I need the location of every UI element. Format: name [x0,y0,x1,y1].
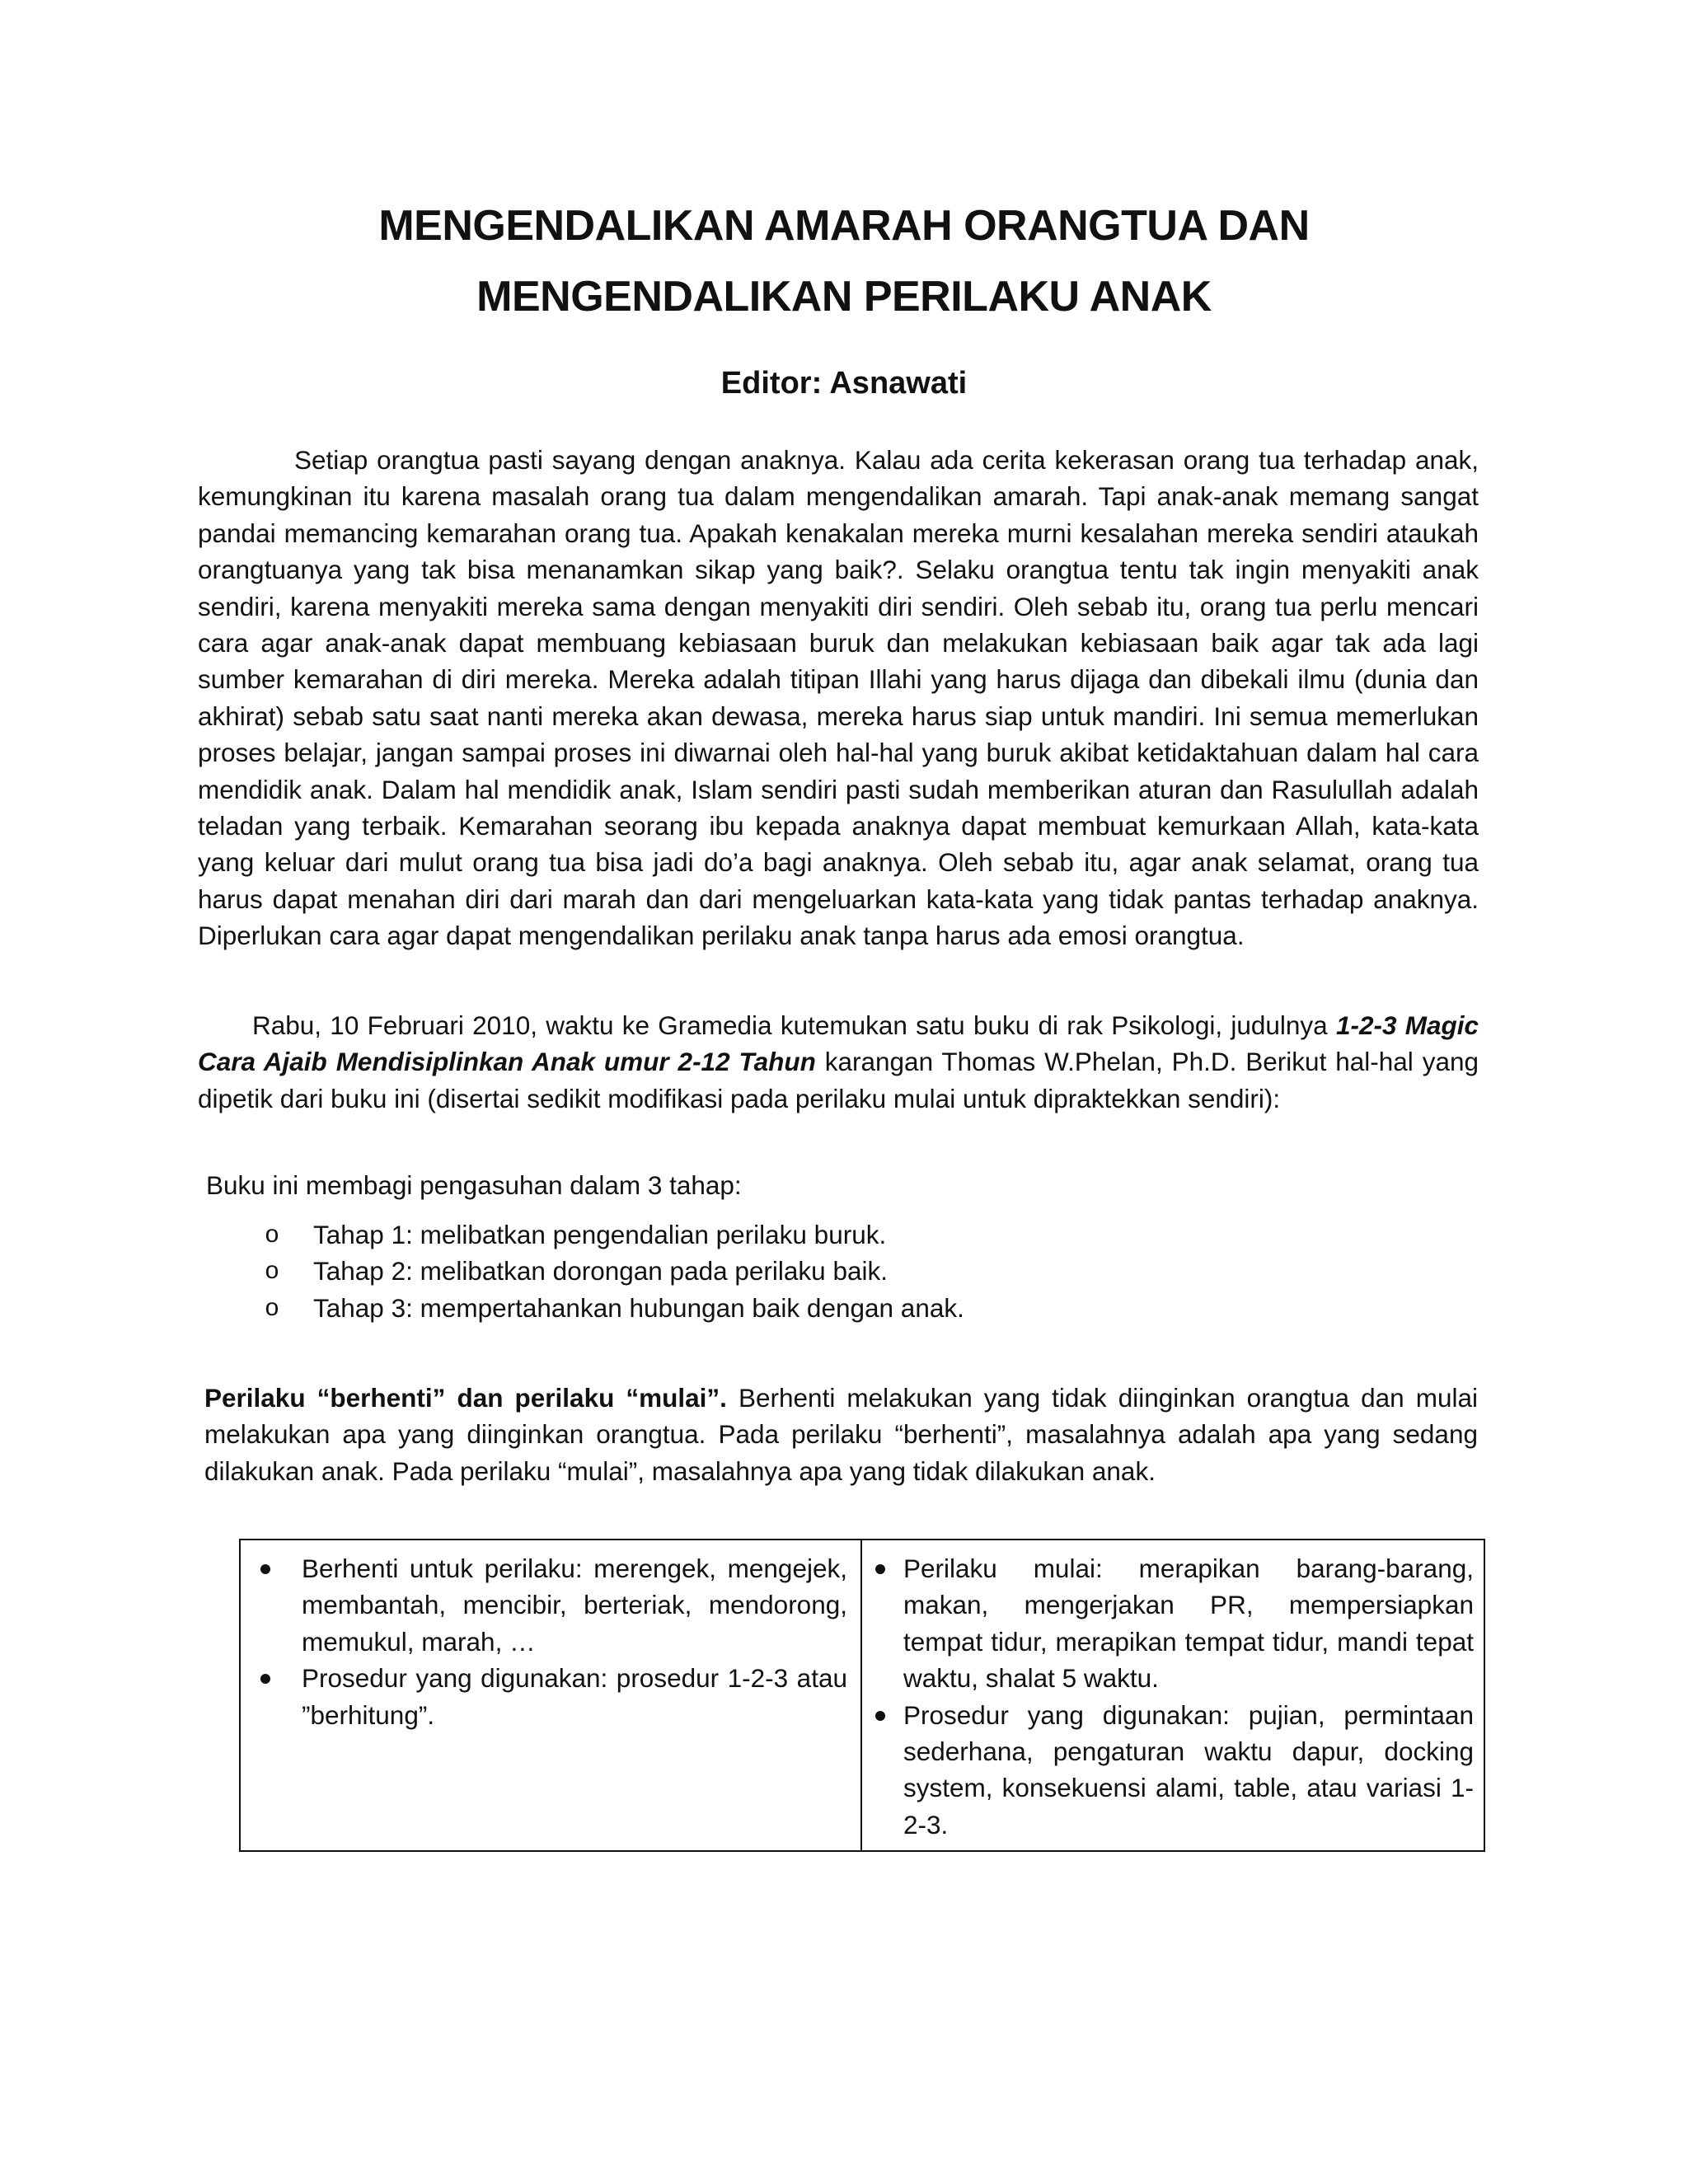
title-line-1: MENGENDALIKAN AMARAH ORANGTUA DAN [378,202,1310,250]
stop-item-text: Berhenti untuk perilaku: merengek, mengejek, membantah, mencibir, berteriak, mendorong, memukul, marah, … [302,1554,847,1657]
stage-text: Tahap 1: melibatkan pengendalian perilaku buruk. [313,1220,887,1249]
list-marker: o [265,1221,279,1248]
stage-text: Tahap 2: melibatkan dorongan pada perilaku baik. [313,1256,888,1286]
list-item [252,1550,847,1660]
list-marker: o [265,1257,279,1285]
editor-line: Editor: Asnawati [720,366,968,401]
bullet-icon [875,1711,885,1721]
behavior-table [239,1539,1485,1852]
table-divider [860,1540,862,1850]
table-cell-stop [252,1550,847,1733]
stages-list [262,1216,964,1326]
book-paragraph-rest: karangan Thomas W.Phelan, Ph.D. Berikut hal-hal yang dipetik dari buku ini (disertai sedikit modifikasi pada perilaku mulai untuk dipraktekkan sendiri): [198,1047,1479,1113]
list-item [874,1697,1474,1844]
book-paragraph [198,1007,1479,1117]
stop-list [252,1550,847,1733]
bullet-icon [875,1564,885,1574]
behavior-text: Berhenti melakukan yang tidak diinginkan orangtua dan mulai melakukan apa yang diinginkan orangtua. Pada perilaku “berhenti”, masalahnya adalah apa yang sedang dilakukan anak. Pada perilaku “mulai”, masalahnya apa yang tidak dilakukan anak. [204,1383,1478,1486]
list-item [262,1216,964,1253]
behavior-heading: Perilaku “berhenti” dan perilaku “mulai”. [204,1383,727,1413]
start-item-text: Prosedur yang digunakan: pujian, permintaan sederhana, pengaturan waktu dapur, docking system, konsekuensi alami, table, atau variasi 1-2-3. [903,1699,1474,1840]
table-cell-start [874,1550,1474,1843]
bullet-icon [260,1564,270,1574]
list-marker: o [265,1293,279,1321]
stage-text: Tahap 3: mempertahankan hubungan baik dengan anak. [313,1292,964,1323]
book-paragraph-intro: Rabu, 10 Februari 2010, waktu ke Gramedia kutemukan satu buku di rak Psikologi, judulnya [252,1010,1336,1040]
stages-intro: Buku ini membagi pengasuhan dalam 3 tahap: [206,1170,742,1200]
bullet-icon [260,1674,270,1684]
list-item [252,1660,847,1733]
book-title: 1-2-3 Magic Cara Ajaib Mendisiplinkan Anak umur 2-12 Tahun [198,1010,1479,1077]
behavior-paragraph [204,1380,1478,1489]
title-line-2: MENGENDALIKAN PERILAKU ANAK [476,273,1212,321]
stop-item-text: Prosedur yang digunakan: prosedur 1-2-3 atau ”berhitung”. [302,1663,847,1730]
list-item [262,1253,964,1289]
list-item [262,1290,964,1326]
intro-paragraph: Setiap orangtua pasti sayang dengan anaknya. Kalau ada cerita kekerasan orang tua terhadap anak, kemungkinan itu karena masalah orang tua dalam mengendalikan amarah. Tapi anak-anak memang sangat pandai memancing kemarahan orang tua. Apakah kenakalan mereka murni kesalahan mereka sendiri ataukah orangtuanya yang tak bisa menanamkan sikap yang baik?. Selaku orangtua tentu tak ingin menyakiti anak sendiri, karena menyakiti mereka sama dengan menyakiti diri sendiri. Oleh sebab itu, orang tua perlu mencari cara agar anak-anak dapat membuang kebiasaan buruk dan melakukan kebiasaan baik agar tak ada lagi sumber kemarahan di diri mereka. Mereka adalah titipan Illahi yang harus dijaga dan dibekali ilmu (dunia dan akhirat) sebab satu saat nanti mereka akan dewasa, mereka harus siap untuk mandiri. Ini semua memerlukan proses belajar, jangan sampai proses ini diwarnai oleh hal-hal yang buruk akibat ketidaktahuan dalam hal cara mendidik anak. Dalam hal mendidik anak, Islam sendiri pasti sudah memberikan aturan dan Rasulullah adalah teladan yang terbaik. Kemarahan seorang ibu kepada anaknya dapat membuat kemurkaan Allah, kata-kata yang keluar dari mulut orang tua bisa jadi do’a bagi anaknya. Oleh sebab itu, agar anak selamat, orang tua harus dapat menahan diri dari marah dan dari mengeluarkan kata-kata yang tidak pantas terhadap anaknya. Diperlukan cara agar dapat mengendalikan perilaku anak tanpa harus ada emosi orangtua. [198,445,1479,951]
list-item [874,1550,1474,1697]
start-list [874,1550,1474,1843]
start-item-text: Perilaku mulai: merapikan barang-barang, makan, mengerjakan PR, mempersiapkan tempat tidur, merapikan tempat tidur, mandi tepat waktu, shalat 5 waktu. [903,1554,1474,1694]
